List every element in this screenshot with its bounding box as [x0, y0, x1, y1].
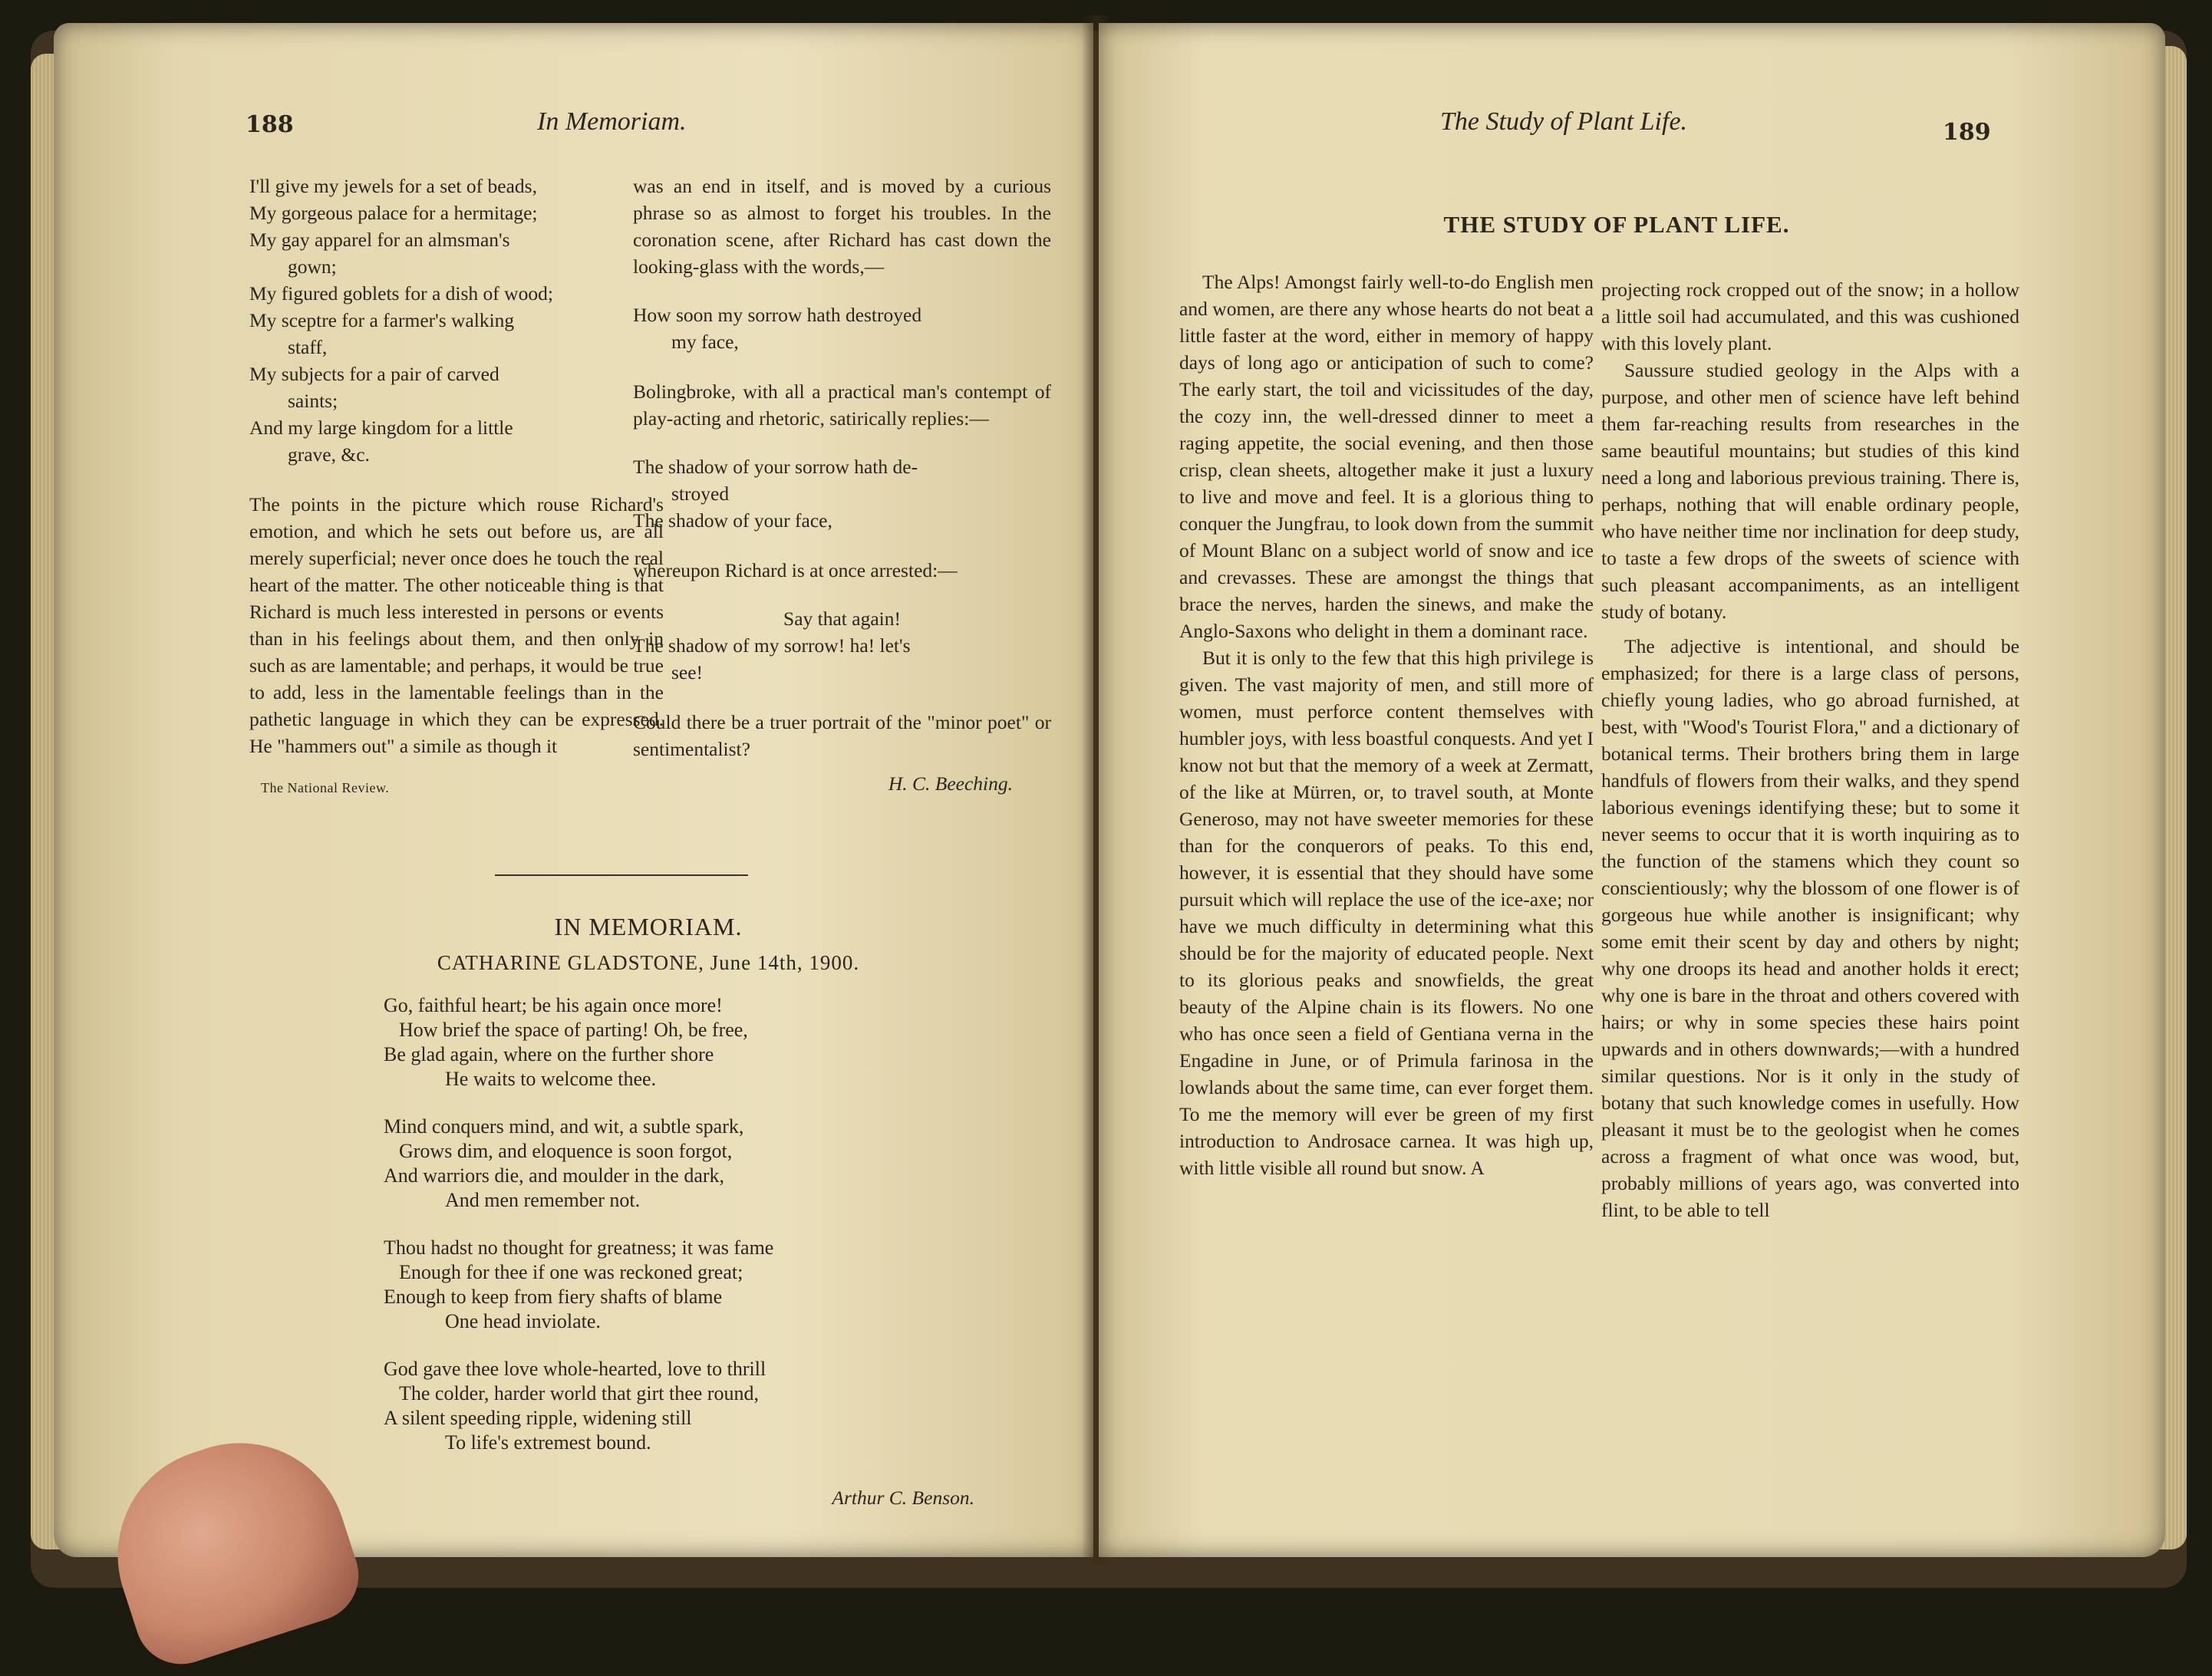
poem-stanza: [384, 1236, 997, 1334]
verse-line: My gorgeous palace for a hermitage;: [249, 202, 538, 224]
poem-line: How brief the space of parting! Oh, be free,: [399, 1019, 748, 1041]
verse-line: staff,: [288, 336, 328, 358]
left-column-1: [249, 173, 664, 802]
quote-sorrow-destroyed: [633, 301, 1051, 355]
poem-line: And warriors die, and moulder in the dark,: [384, 1164, 725, 1187]
author-beeching: H. C. Beeching.: [888, 772, 1013, 795]
poem-line: The colder, harder world that girt thee round,: [399, 1382, 759, 1404]
left-col2-para3: whereupon Richard is at once arrested:—: [633, 559, 958, 581]
poem-subtitle: CATHARINE GLADSTONE, June 14th, 1900.: [437, 951, 860, 974]
left-page: [54, 23, 1093, 1557]
quote-say-that-again: [633, 605, 1051, 686]
poem-line: Be glad again, where on the further shore: [384, 1043, 714, 1065]
poem-line: God gave thee love whole-hearted, love to thrill: [384, 1358, 766, 1380]
poem-line: Enough to keep from fiery shafts of blame: [384, 1286, 723, 1308]
verse-line: My subjects for a pair of carved: [249, 363, 499, 385]
quote-line: Say that again!: [783, 608, 901, 630]
verse-line: I'll give my jewels for a set of beads,: [249, 175, 537, 197]
verse-line: My gay apparel for an almsman's: [249, 229, 510, 251]
poem-line: A silent speeding ripple, widening still: [384, 1407, 692, 1429]
right-col1-para2: But it is only to the few that this high privilege is given. The vast majority of men, and still more of women, must perforce content themselves with humbler joys, with less boastful conquests. And yet I know not but that the memory of a week at Zermatt, of the like at Mürren, or, to travel south, at Monte Generoso, may not have sweeter memories for these than for the conquerors of peaks. To this end, however, it is essential that they should have some pursuit which will replace the use of the ice-axe; nor have we much difficulty in determining what this should be for the majority of educated people. Next to its glorious peaks and snowfields, the great beauty of the Alpine chain is its flowers. No one who has once seen a field of Gentiana verna in the Engadine in June, or of Primula farinosa in the lowlands about the same time, can ever forget them. To me the memory will ever be green of my first introduction to Androsace carnea. It was high up, with little visible all round but snow. A: [1179, 647, 1594, 1179]
left-running-head: In Memoriam.: [537, 107, 687, 136]
source-national-review: The National Review.: [261, 780, 390, 795]
verse-line: And my large kingdom for a little: [249, 417, 513, 439]
right-running-head: The Study of Plant Life.: [1440, 107, 1688, 136]
verse-line: saints;: [288, 390, 338, 412]
poem-line: He waits to welcome thee.: [445, 1068, 657, 1090]
left-col2-para1: was an end in itself, and is moved by a curious phrase so as almost to forget his troubles. In the coronation scene, after Richard has cast down the looking-glass with the words,—: [633, 175, 1051, 278]
shakespeare-verse: [249, 173, 664, 468]
right-col1-para1: The Alps! Amongst fairly well-to-do English men and women, are there any whose hearts do not beat a little faster at the word, either in memory of happy days of long ago or anticipation of such to come? The early start, the toil and vicissitudes of the day, the cozy inn, the well-dressed dinner to meet a raging appetite, the social evening, and then those crisp, clean sheets, altogether make it just a luxury to live and move and feel. It is a glorious thing to conquer the Jungfrau, to look down from the summit of Mount Blanc on a subject world of snow and ice and crevasses. These are amongst the things that brace the nerves, harden the sinews, and make the Anglo-Saxons who delight in them a dominant race.: [1179, 271, 1594, 642]
left-column-2: [633, 173, 1051, 797]
poem-line: Thou hadst no thought for greatness; it was fame: [384, 1236, 774, 1259]
article-title: THE STUDY OF PLANT LIFE.: [1443, 211, 1790, 238]
left-page-number: 188: [246, 111, 294, 138]
quote-line: The shadow of your sorrow hath de-: [633, 456, 918, 478]
right-col2-para3: The adjective is intentional, and should be emphasized; for there is a large class of persons, chiefly young ladies, who go abroad furnished, at best, with "Wood's Tourist Flora," and a dictionary of botanical terms. Their brothers bring them in large handfuls of flowers from their walks, and they spend laborious evenings identifying these; but to some it never seems to occur that it is worth inquiring as to the function of the stamens which they count so conscientiously; why the blossom of one flower is of gorgeous hue while another is insignificant; why some emit their scent by day and others by night; why one droops its head and another holds it erect; why one is bare in the throat and others covered with hairs; or why in some species these hairs point upwards and in others downwards;—with a hundred similar questions. Nor is it only in the study of botany that such knowledge comes in usefully. How pleasant it must be to the geologist when he comes across a fragment of what once was wood, but, probably millions of years ago, was converted into flint, to be able to tell: [1601, 635, 2019, 1221]
verse-line: My figured goblets for a dish of wood;: [249, 282, 553, 305]
poem-stanza: [384, 1357, 997, 1455]
poem-stanza: [384, 1115, 997, 1213]
poem-line: And men remember not.: [445, 1189, 641, 1211]
right-page: [1099, 23, 2165, 1557]
left-col2-para2: Bolingbroke, with all a practical man's contempt of play-acting and rhetoric, satirically replies:—: [633, 380, 1051, 430]
poem-stanza: [384, 993, 997, 1092]
quote-line: How soon my sorrow hath destroyed: [633, 304, 922, 326]
poem-line: Mind conquers mind, and wit, a subtle spark,: [384, 1115, 744, 1138]
poem-line: Go, faithful heart; be his again once more!: [384, 994, 723, 1016]
right-col2-para1: projecting rock cropped out of the snow; in a hollow a little soil had accumulated, and this was cushioned with this lovely plant.: [1601, 278, 2019, 354]
quote-shadow-of-sorrow: [633, 453, 1051, 534]
quote-line: my face,: [671, 331, 739, 353]
quote-line: see!: [671, 661, 704, 683]
author-benson: Arthur C. Benson.: [832, 1487, 974, 1509]
right-column-2: [1601, 276, 2019, 1223]
verse-line: grave, &c.: [288, 443, 370, 466]
verse-line: gown;: [288, 255, 337, 278]
poem-stanzas: [384, 993, 997, 1478]
right-col2-para2: Saussure studied geology in the Alps with a purpose, and other men of science have left behind them far-reaching results from researches in the same beautiful mountains; but studies of this kind need a long and laborious previous training. There is, perhaps, nothing that will enable ordinary people, who have neither time nor inclination for deep study, to taste a few drops of the sweets of science with such pleasant accompaniments, as an intelligent study of botany.: [1601, 359, 2019, 623]
quote-line: The shadow of my sorrow! ha! let's: [633, 634, 911, 657]
section-divider: [495, 874, 748, 876]
left-col1-paragraph: The points in the picture which rouse Richard's emotion, and which he sets out before us, are all merely superficial; never once does he touch the real heart of the matter. The other noticeable thing is that Richard is much less interested in persons or events than in his feelings about them, and then only in such as are lamentable; and perhaps, it would be true to add, less in the lamentable feelings than in the pathetic language in which they can be expressed. He "hammers out" a simile as though it: [249, 493, 664, 757]
right-column-1: [1179, 268, 1594, 1181]
verse-line: My sceptre for a farmer's walking: [249, 309, 515, 331]
quote-line: The shadow of your face,: [633, 509, 832, 532]
right-page-number: 189: [1943, 119, 1991, 146]
poem-line: To life's extremest bound.: [445, 1431, 651, 1454]
poem-line: Enough for thee if one was reckoned great;: [399, 1261, 743, 1283]
quote-line: stroyed: [671, 482, 730, 505]
poem-title: IN MEMORIAM.: [554, 913, 743, 940]
poem-line: Grows dim, and eloquence is soon forgot,: [399, 1140, 733, 1162]
left-col2-para4: Could there be a truer portrait of the "minor poet" or sentimentalist?: [633, 711, 1051, 760]
poem-line: One head inviolate.: [445, 1310, 601, 1332]
